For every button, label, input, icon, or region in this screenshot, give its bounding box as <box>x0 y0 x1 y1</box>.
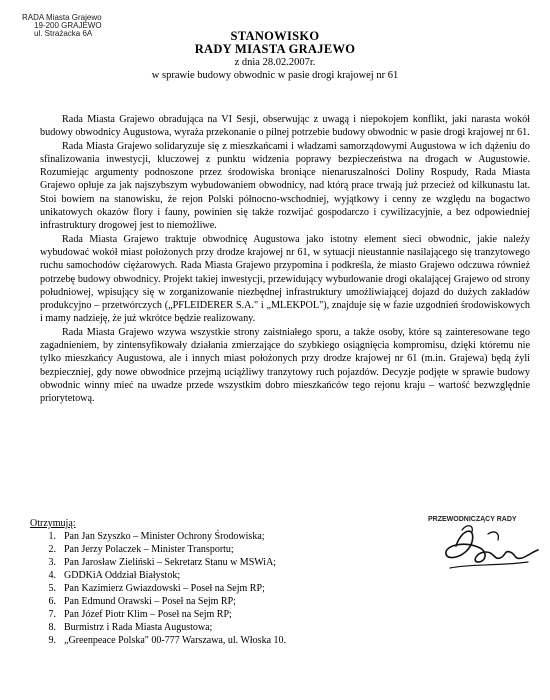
recipients-section <box>30 518 430 647</box>
recipient-text: GDDKiA Oddział Białystok; <box>64 570 181 581</box>
paragraph: Rada Miasta Grajewo traktuje obwodnicę Augustowa jako istotny element sieci obwodnic, jakie należy wybudować wokół miast położonych przy drodze krajowej nr 61, w sytuacji nieustannie nasilającego się tranzytowego ruchu samochodów ciężarowych. Rada Miasta Grajewo przypomina i podkreśla, że miasto Grajewo odczuwa również potrzebę budowy obwodnicy. Projekt takiej inwestycji, przewidujący wybudowanie drogi okalającej Grajewo od strony południowej, wpisujący się w zorganizowanie niezbędnej infrastruktury umożliwiającej dojazd do dużych zakładów produkcyjno – przetwórczych („PFLEIDERER S.A." i „MLEKPOL"), znajduje się w fazie uzgodnień środowiskowych i mamy nadzieję, że już wkrótce będzie realizowany. <box>40 233 530 325</box>
recipient-text: Pan Jarosław Zieliński – Sekretarz Stanu w MSWiA; <box>64 557 277 568</box>
list-number: 1. <box>48 531 56 542</box>
list-item <box>30 634 430 647</box>
list-item <box>30 582 430 595</box>
list-number: 7. <box>48 609 56 620</box>
list-item <box>30 543 430 556</box>
list-item <box>30 556 430 569</box>
document-body <box>40 113 530 406</box>
document-subject: w sprawie budowy obwodnic w pasie drogi krajowej nr 61 <box>151 70 399 81</box>
handwritten-signature-icon <box>428 522 546 578</box>
list-number: 2. <box>48 544 56 555</box>
list-number: 6. <box>48 596 56 607</box>
recipient-text: Pan Jerzy Polaczek – Minister Transportu; <box>64 544 234 555</box>
chairman-signature <box>428 516 546 576</box>
stamp-line-name: RADA Miasta Grajewo <box>22 13 102 22</box>
list-number: 9. <box>48 635 56 646</box>
stamp-line-postcode: 19-200 GRAJEWO <box>34 21 102 30</box>
document-date: z dnia 28.02.2007r. <box>234 57 316 68</box>
recipient-text: Pan Jan Szyszko – Minister Ochrony Środowiska; <box>64 531 265 542</box>
recipient-text: Burmistrz i Rada Miasta Augustowa; <box>64 622 213 633</box>
recipient-text: Pan Edmund Orawski – Poseł na Sejm RP; <box>64 596 236 607</box>
list-number: 3. <box>48 557 56 568</box>
stamp-line-street: ul. Strażacka 6A <box>34 29 93 38</box>
recipient-text: Pan Kazimierz Gwiazdowski – Poseł na Sejm RP; <box>64 583 265 594</box>
paragraph: Rada Miasta Grajewo obradująca na VI Sesji, obserwując z uwagą i niepokojem konflikt, jaki narasta wokół budowy obwodnicy Augustowa, wyraża przekonanie o pilnej potrzebie budowy obwodnic w pasie drogi krajowej nr 61. <box>40 114 530 139</box>
list-item <box>30 608 430 621</box>
list-item <box>30 595 430 608</box>
document-title-council: RADY MIASTA GRAJEWO <box>194 42 356 56</box>
recipients-title: Otrzymują: <box>30 518 76 529</box>
paragraph: Rada Miasta Grajewo solidaryzuje się z mieszkańcami i władzami samorządowymi Augustowa w ich dążeniu do sfinalizowania inwestycji, kluczowej z punktu widzenia poprawy bezpieczeństwa na drogach w Augustowie. Rozumiejąc argumenty podnoszone przez środowiska broniące nienaruszalności Doliny Rospudy, Rada Miasta Grajewo opłuje za jak najszybszym wybudowaniem obwodnicy, nad którą prace trwają już przecież od kilkunastu lat. Stoi bowiem na stanowisku, że rejon Polski północno-wschodniej, wyjątkowy i cenny ze względu na bogactwo unikatowych okazów flory i fauny, powinien się także rozwijać gospodarczo i cywilizacyjnie, a bez odpowiedniej infrastruktury drogowej jest to niemożliwe. <box>40 140 530 232</box>
document-title: STANOWISKO <box>230 29 320 43</box>
paragraph: Rada Miasta Grajewo wzywa wszystkie strony zaistniałego sporu, a także osoby, które są zainteresowane tego zagadnieniem, by zintensyfikowały działania zmierzające do szybkiego osiągnięcia kompromisu, dzięki któremu nie tylko mieszkańcy Augustowa, ale i innych miast położonych przy drodze krajowej nr 61 (m.in. Grajewa) będą żyli bezpieczniej, gdy nowe obwodnice przejmą uciążliwy tranzytowy ruch pojazdów. Decyzje podjęte w sprawie budowy obwodnic winny mieć na uwadze przede wszystkim dobro mieszkańców tego rejonu kraju – wartość bezwzględnie priorytetową. <box>40 326 530 405</box>
list-number: 8. <box>48 622 56 633</box>
list-item <box>30 530 430 543</box>
list-item <box>30 621 430 634</box>
list-item <box>30 569 430 582</box>
list-number: 4. <box>48 570 56 581</box>
recipients-list <box>30 530 430 647</box>
signature-label: PRZEWODNICZĄCY RADY <box>428 516 517 523</box>
recipient-text: „Greenpeace Polska" 00-777 Warszawa, ul. Włoska 10. <box>64 635 287 646</box>
recipient-text: Pan Józef Piotr Klim – Poseł na Sejm RP; <box>64 609 232 620</box>
list-number: 5. <box>48 583 56 594</box>
